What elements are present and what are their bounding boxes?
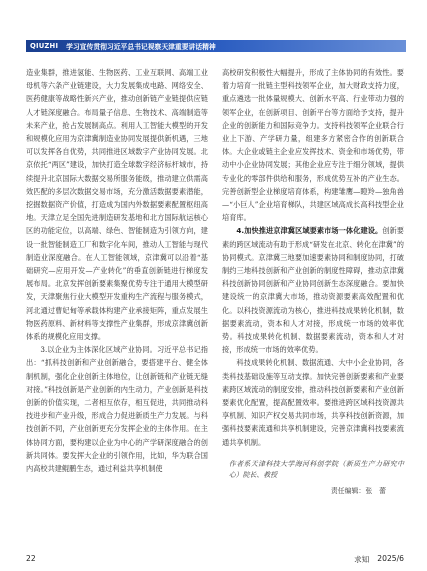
page-number: 22 — [26, 554, 36, 563]
issue-number: 2025/6 — [377, 554, 404, 563]
paragraph: 3.以企业为主体深化区域产业协同。习近平总书记指出：“抓科技创新和产业创新融合，要搭建平台、健全体制机制，强化企业创新主体地位，让创新链和产业链无缝对接。”科技创新是产业创新的内生动力，产业创新是科技创新的价值实现，二者相互依存，相互促进，共同推动科技进步和产业升级，形成合力促进新质生产力发展。与科技创新不同，产业创新更充分发挥企业的主体作用。在主体协同方面，要构建以企业为中心的产学研深度融合的创新共同体。要发挥大企业的引领作用，比如，华为联合国内高校共建鲲鹏生态，通过利益共享机制使 — [26, 345, 208, 474]
section-heading: 4.加快推进京津冀区域要素市场一体化建设。 — [236, 226, 383, 236]
article-body — [26, 66, 404, 556]
paragraph: 造业集群，推进氢能、生物医药、工业互联网、高端工业母机等六条产业链建设，大力发展集成电路、网络安全、医药健康等战略性新兴产业，推动创新链产业链提供应链人才链深度融合。布局量子信息、生物技术、高端制造等未来产业，抢占发展制高点。利用人工智能大模型的开发和规模化应用为京津冀制造业协同发展提供新机遇，三地可以发挥各自优势，共同推进区域数字产业协同发展。北京依托“两区”建设，加快打造全球数字经济标杆城市，持续提升北京国际大数据交易所服务能级，推动建立供需高效匹配的多层次数据交易市场，充分激活数据要素潜能，挖掘数据资产价值，打造成为国内外数据要素配置枢纽高地。天津立足全国先进制造研发基地和北方国际航运核心区的功能定位，以高端、绿色、智能制造为引领方向，建设一批智能制造工厂和数字化车间，推动人工智能与现代制造业深度融合。在人工智能领域，京津冀可以沿着“基础研究—应用开发—产业转化”的垂直创新链进行梯度发展布局。北京发挥创新要素集聚优势专注于通用大模型研发，天津聚焦行业大模型开发重构生产流程与服务模式，河北通过曹妃甸等承载体构建产业承接矩阵，重点发展生物医药原料、新材料等支撑性产业集群，形成京津冀创新体系的规模化应用支撑。 — [26, 68, 208, 342]
header-title: 学习宣传贯彻习近平总书记视察天津重要讲话精神 — [66, 43, 216, 51]
journal-name: 求知 — [354, 555, 370, 564]
editor-credit: 责任编辑：张 蕾 — [330, 486, 386, 495]
paragraph-text: 创新要素的跨区域流动有助于形成“研发在北京、转化在津冀”的协同模式。京津冀三地要加速要素协同和制度协同，打破制约三地科技创新和产业创新的制度性障碍，推动京津冀科技创新协同创新和产业协同创新生态深度融合。要加快建设统一的京津冀大市场，推动资源要素高效配置和优化。以科技资源流动为核心，推进科技成果转化机制，数据要素流动，资本和人才对接，形成统一市场的效率优势。科技成果转化机制、数据要素流动，资本和人才对接，形成统一市场的效率优势。 — [222, 226, 404, 355]
author-note: 作者系天津科技大学海河科创学院（新质生产力研究中心）院长、教授 — [228, 459, 404, 480]
paragraph — [222, 224, 404, 356]
paragraph: 科技成果转化机制、数据流通、大中小企业协同，各类科技基础设施等互动支撑。加快完善创新要素和产业要素跨区域流动的制度安排，推动科技创新要素和产业创新要素优化配置，提高配置效率。要推进跨区域科技资源共享机制、知识产权交易共同市场，共享科技创新资源，加强科技要素流通和共享机制建设，完善京津冀科技要素流通共享机制。 — [222, 358, 404, 447]
page-footer — [26, 554, 404, 565]
right-column — [222, 66, 404, 556]
left-column — [26, 66, 208, 556]
page-header — [26, 38, 406, 54]
paragraph: 高校研发积极性大幅提升，形成了主体协同的有效性。要着力培育一批链主型科技领军企业，加大财政支持力度，重点遴选一批体量规模大、创新水平高、行业带动力强的领军企业，在创新项目、创新平台等方面给予支持，提升企业的创新能力和国际竞争力。支持科技领军企业联合行业上下游、产学研力量，组建多方紧密合作的创新联合体。大企业或链主企业应发挥技术、资金和市场优势，带动中小企业协同发展；其他企业应专注于细分领域，提供专业化的零部件供给和服务，形成优势互补的产业生态。完善创新型企业梯度培育体系，构建雏鹰—瞪羚—独角兽—“小巨人”企业培育梯队，共建区域高成长高科技型企业培育库。 — [222, 68, 404, 223]
journal-brand: QIUZHI — [30, 42, 59, 50]
